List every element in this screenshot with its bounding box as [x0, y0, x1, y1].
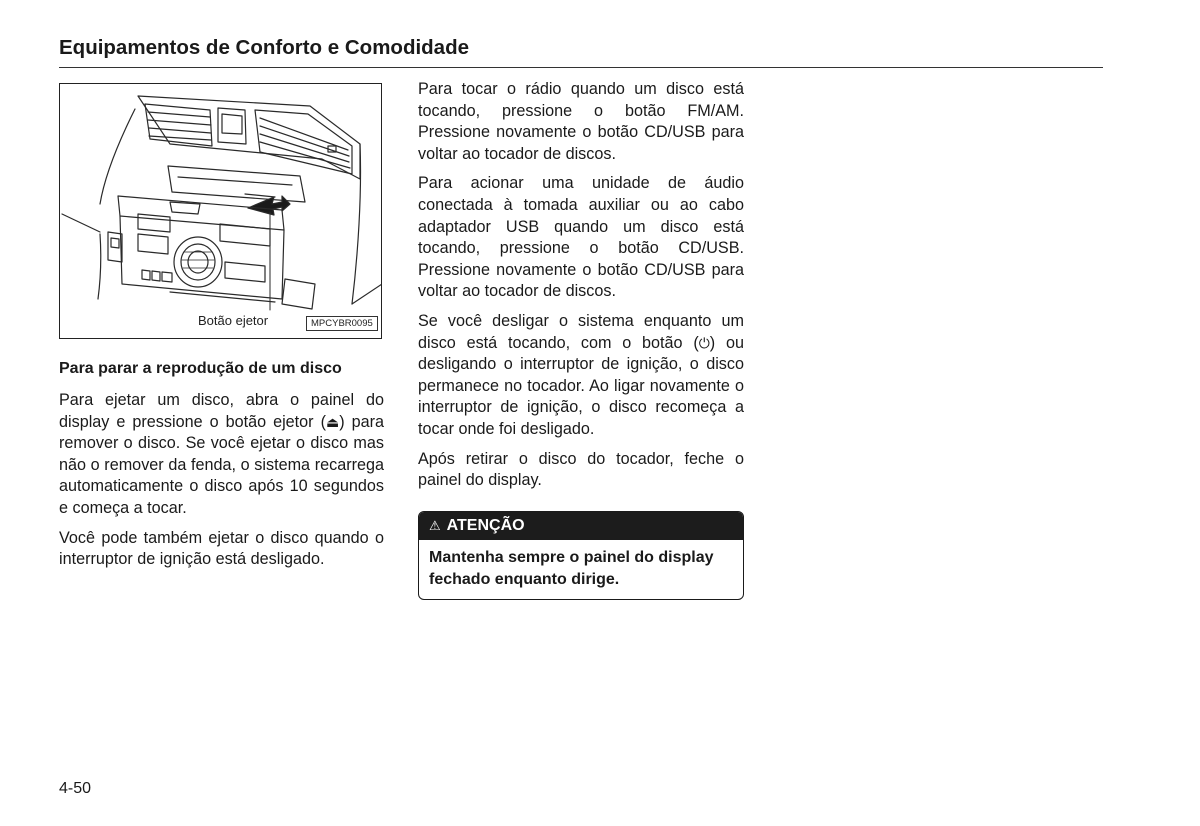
dashboard-drawing	[60, 84, 382, 339]
section-subheading: Para parar a reprodução de um disco	[59, 360, 342, 377]
warning-header	[419, 512, 743, 540]
warning-box	[418, 511, 744, 600]
warning-title: ATENÇÃO	[446, 516, 525, 534]
figure-dashboard-illustration	[59, 83, 382, 339]
figure-caption: Botão ejetor	[198, 313, 269, 328]
eject-icon: ⏏	[325, 413, 340, 430]
paragraph-close-panel: Após retirar o disco do tocador, feche o painel do display.	[418, 449, 744, 490]
page-title: Equipamentos de Conforto e Comodidade	[59, 36, 470, 59]
paragraph-radio: Para tocar o rádio quando um disco está tocando, pressione o botão FM/AM. Pressione novamente o botão CD/USB para voltar ao tocador de discos.	[418, 80, 744, 163]
paragraph-aux-usb: Para acionar uma unidade de áudio conectada à tomada auxiliar ou ao cabo adaptador USB quando um disco está tocando, pressione o botão CD/USB. Pressione novamente o botão CD/USB para voltar ao tocador de discos.	[418, 174, 744, 301]
figure-code-label: MPCYBR0095	[306, 316, 378, 331]
paragraph-eject-ignition-off: Você pode também ejetar o disco quando o interruptor de ignição está desligado.	[59, 528, 384, 569]
paragraph-eject-disc: Para ejetar um disco, abra o painel do display e pressione o botão ejetor (⏏) para remover o disco. Se você ejetar o disco mas não o remover da fenda, o sistema recarrega automaticamente o disco após 10 segundos e começa a tocar.	[59, 391, 384, 517]
left-column	[59, 358, 384, 579]
warning-text: Mantenha sempre o painel do display fechado enquanto dirige.	[429, 548, 714, 588]
paragraph-power-off: Se você desligar o sistema enquanto um disco está tocando, com o botão (⏻) ou desligando o interruptor de ignição, o disco permanece no tocador. Ao ligar novamente o interruptor de ignição, o disco recomeça a tocar onde foi desligado.	[418, 311, 744, 438]
page-number: 4-50	[59, 780, 92, 797]
right-column	[418, 79, 744, 600]
power-icon: ⏻	[698, 334, 710, 351]
header-divider	[59, 67, 1103, 68]
warning-icon: ⚠	[429, 517, 441, 533]
